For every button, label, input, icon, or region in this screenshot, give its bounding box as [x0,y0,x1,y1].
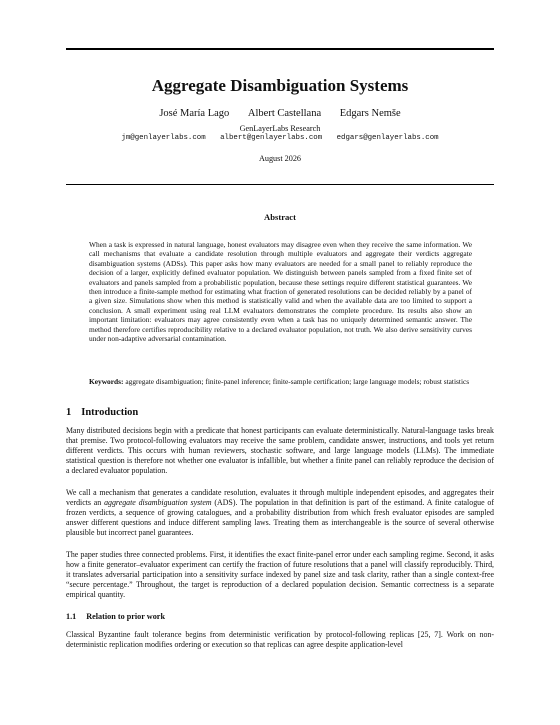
author-email[interactable]: albert@genlayerlabs.com [220,134,323,142]
paper-title: Aggregate Disambiguation Systems [151,76,409,95]
author-list [0,108,560,119]
author-name: Edgars Nemše [339,108,401,119]
author-name: Albert Castellana [247,108,322,119]
section-title: Introduction [81,407,139,418]
keywords-text: aggregate disambiguation; finite-panel inference; finite-sample certification; large language models; robust statistics [125,377,470,386]
keywords [89,377,472,386]
intro-paragraph-1: Many distributed decisions begin with a predicate that honest participants can evaluate deterministically. Natural-language tasks break that premise. Two protocol-following evaluators may receive the same problem, candidate answer, instructions, and tools yet return different verdicts. This occurs with human reviewers, stochastic software, and large language models (LLMs). The immediate statistical question is therefore not whether one evaluator is infallible, but whether a finite panel can reliably reproduce the decision of a declared evaluator population. [66,426,494,476]
intro-paragraph-3: The paper studies three connected problems. First, it identifies the exact finite-panel error under each sampling regime. Second, it asks how a finite generator–evaluator experiment can certify the fraction of future resolutions that a panel will classify reproducibly. Third, it translates adversarial participation into a sensitivity surface indexed by panel size and task clarity, rather than a single context-free “secure percentage.” Throughout, the target is reproduction of a declared population decision. Semantic correctness is a separate empirical quantity. [66,550,494,600]
intro-paragraph-2 [66,488,494,538]
top-rule [66,48,494,50]
email-list [0,134,560,142]
section-heading [66,407,138,418]
affiliation: GenLayerLabs Research [239,124,321,133]
abstract-heading: Abstract [264,212,296,222]
paragraph-text: (ADS). The population in that definition is part of the estimand. A finite catalogue of frozen verdicts, a sequence of growing catalogues, and a probability distribution from which fresh evaluator episodes are sampled answer different questions and induce different sampling laws. Treating them as interchangeable is the source of several otherwise plausible but incorrect panel guarantees. [66,498,494,538]
section-number: 1 [66,407,72,418]
paragraph-text: We call a mechanism that generates a candidate resolution, evaluates it through multiple independent episodes, and aggregates their verdicts an [66,488,494,508]
author-name: José María Lago [159,108,230,119]
author-email[interactable]: edgars@genlayerlabs.com [336,134,439,142]
emphasized-term: aggregate disambiguation system [104,498,212,508]
publication-date: August 2026 [258,154,302,163]
keywords-label: Keywords: [89,377,124,386]
subsection-number: 1.1 [66,612,77,621]
subsection-heading [66,612,165,621]
bottom-rule [66,184,494,185]
prior-work-paragraph: Classical Byzantine fault tolerance begins from deterministic verification by protocol-following replicas [25, 7]. Work on non-deterministic replication modifies ordering or execution so that replicas can agree despite application-level [66,630,494,650]
subsection-title: Relation to prior work [86,612,165,621]
author-email[interactable]: jm@genlayerlabs.com [121,134,206,142]
abstract-text: When a task is expressed in natural language, honest evaluators may disagree even when they receive the same information. We call mechanisms that evaluate a candidate resolution through multiple evaluators and aggregate their verdicts aggregate disambiguation systems (ADSs). This paper asks how many evaluators are needed for a small panel to reliably reproduce the decision of a larger, explicitly defined evaluator population. We distinguish between panels sampled from a fixed finite set of evaluators and panels sampled from a probabilistic population, because these settings require different statistical guarantees. We then introduce a finite-sample method for estimating what fraction of generated resolutions can be decided reliably by a panel of a given size. Simulations show when this method is statistically valid and when the available data are too limited to support a conclusion. A small experiment using real LLM evaluators demonstrates the complete procedure. Its results also show an important limitation: evaluators may agree consistently even when a task has no uniquely determined semantic answer. The method therefore certifies reproducibility relative to a declared evaluator population, not truth. We also derive sensitivity curves under non-adaptive adversarial contamination. [89,240,472,344]
